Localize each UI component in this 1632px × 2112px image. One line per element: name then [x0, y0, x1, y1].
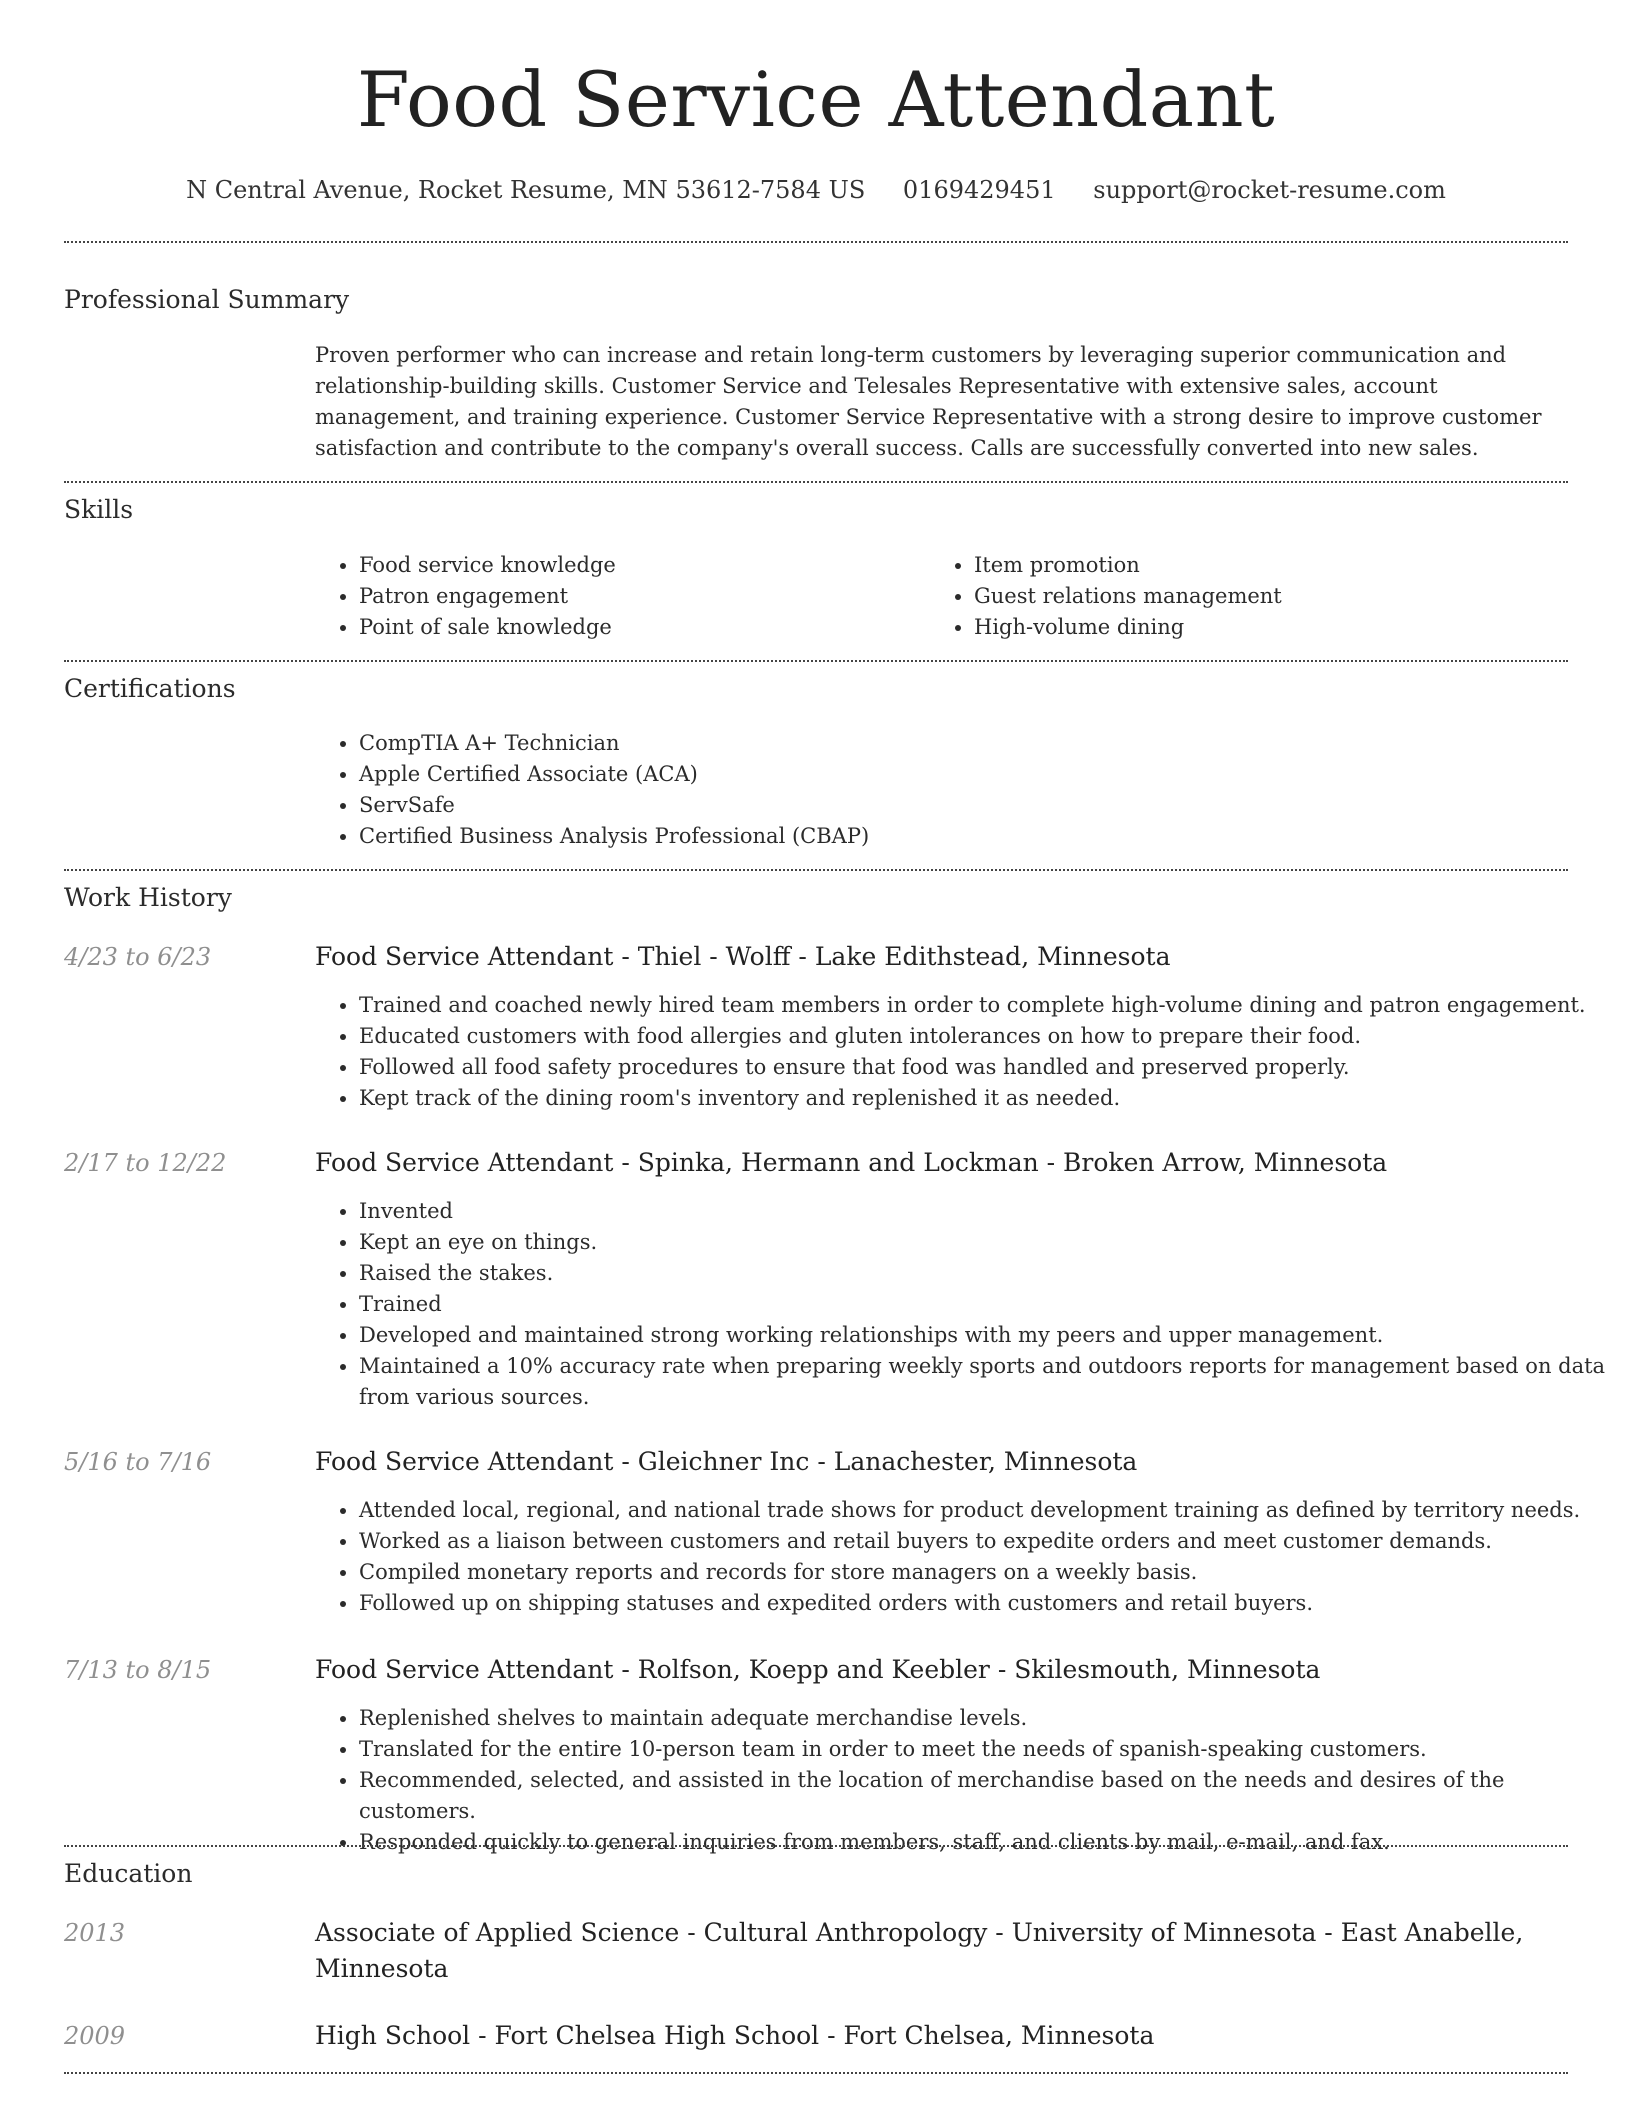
contact-address: N Central Avenue, Rocket Resume, MN 53612-7584 US — [186, 176, 866, 204]
work-history-heading: Work History — [64, 883, 232, 912]
skills-list-right — [930, 550, 1574, 643]
skill-item: • Patron engagement — [359, 581, 929, 612]
job-bullet: • Recommended, selected, and assisted in the location of merchandise based on the needs and desires of the customers. — [359, 1765, 1612, 1827]
job-bullet: • Responded quickly to general inquiries from members, staff, and clients by mail, e-mail, and fax. — [359, 1827, 1612, 1858]
job-bullet: • Compiled monetary reports and records for store managers on a weekly basis. — [359, 1557, 1612, 1588]
contact-line — [0, 170, 1632, 210]
contact-phone: 0169429451 — [902, 176, 1056, 204]
job-bullet: • Replenished shelves to maintain adequate merchandise levels. — [359, 1703, 1612, 1734]
skill-item: • Point of sale knowledge — [359, 612, 929, 643]
education-year: 2009 — [64, 2022, 126, 2050]
job-dates: 5/16 to 7/16 — [64, 1448, 212, 1476]
certification-item: • Apple Certified Associate (ACA) — [359, 759, 1559, 790]
certification-item: • CompTIA A+ Technician — [359, 728, 1559, 759]
education-entry: Associate of Applied Science - Cultural Anthropology - University of Minnesota - East Anabelle, Minnesota — [315, 1918, 1524, 1983]
skill-item: • Guest relations management — [974, 581, 1574, 612]
job-title: Food Service Attendant - Gleichner Inc - Lanachester, Minnesota — [315, 1447, 1138, 1476]
job-bullet: • Worked as a liaison between customers and retail buyers to expedite orders and meet customer demands. — [359, 1526, 1612, 1557]
job-bullet: • Kept an eye on things. — [359, 1227, 1612, 1258]
job-bullets — [315, 990, 1612, 1114]
job-bullet: • Followed all food safety procedures to ensure that food was handled and preserved properly. — [359, 1052, 1612, 1083]
job-bullet: • Attended local, regional, and national trade shows for product development training as defined by territory needs. — [359, 1495, 1612, 1526]
job-title: Food Service Attendant - Spinka, Hermann and Lockman - Broken Arrow, Minnesota — [315, 1148, 1388, 1177]
job-bullet: • Educated customers with food allergies and gluten intolerances on how to prepare their food. — [359, 1021, 1612, 1052]
job-bullets — [315, 1196, 1612, 1413]
contact-email: support@rocket-resume.com — [1093, 176, 1446, 204]
section-divider — [64, 1845, 1568, 1847]
section-divider — [64, 241, 1568, 243]
job-bullet: • Kept track of the dining room's inventory and replenished it as needed. — [359, 1083, 1612, 1114]
job-bullets — [315, 1495, 1612, 1619]
job-bullet: • Maintained a 10% accuracy rate when preparing weekly sports and outdoors reports for management based on data from various sources. — [359, 1351, 1612, 1413]
education-entry: High School - Fort Chelsea High School - Fort Chelsea, Minnesota — [315, 2021, 1155, 2050]
job-bullet: • Invented — [359, 1196, 1612, 1227]
education-year: 2013 — [64, 1919, 126, 1947]
skill-item: • High-volume dining — [974, 612, 1574, 643]
skills-list-left — [315, 550, 929, 643]
certification-item: • ServSafe — [359, 790, 1559, 821]
job-bullet: • Trained and coached newly hired team members in order to complete high-volume dining and patron engagement. — [359, 990, 1612, 1021]
summary-heading: Professional Summary — [64, 285, 350, 314]
job-bullets — [315, 1703, 1612, 1858]
skills-heading: Skills — [64, 495, 134, 524]
job-bullet: • Trained — [359, 1289, 1612, 1320]
section-divider — [64, 481, 1568, 483]
job-bullet: • Followed up on shipping statuses and expedited orders with customers and retail buyers. — [359, 1588, 1612, 1619]
job-title: Food Service Attendant - Thiel - Wolff - Lake Edithstead, Minnesota — [315, 942, 1171, 971]
certification-item: • Certified Business Analysis Professional (CBAP) — [359, 821, 1559, 852]
section-divider — [64, 660, 1568, 662]
section-divider — [64, 869, 1568, 871]
job-bullet: • Raised the stakes. — [359, 1258, 1612, 1289]
section-divider — [64, 2072, 1568, 2074]
job-dates: 7/13 to 8/15 — [64, 1656, 212, 1684]
education-heading: Education — [64, 1859, 193, 1888]
job-bullet: • Developed and maintained strong working relationships with my peers and upper management. — [359, 1320, 1612, 1351]
candidate-name: Food Service Attendant — [356, 55, 1276, 144]
job-bullet: • Translated for the entire 10-person team in order to meet the needs of spanish-speaking customers. — [359, 1734, 1612, 1765]
job-dates: 2/17 to 12/22 — [64, 1149, 227, 1177]
certifications-heading: Certifications — [64, 674, 236, 703]
skill-item: • Item promotion — [974, 550, 1574, 581]
summary-text: Proven performer who can increase and retain long-term customers by leveraging superior communication and relationship-building skills. Customer Service and Telesales Representative with extensive sales, account management, and training experience. Customer Service Representative with a strong desire to improve customer satisfaction and contribute to the company's overall success. Calls are successfully converted into new sales. — [315, 343, 1542, 460]
certifications-list — [315, 728, 1559, 852]
job-dates: 4/23 to 6/23 — [64, 943, 212, 971]
skill-item: • Food service knowledge — [359, 550, 929, 581]
job-title: Food Service Attendant - Rolfson, Koepp and Keebler - Skilesmouth, Minnesota — [315, 1655, 1321, 1684]
